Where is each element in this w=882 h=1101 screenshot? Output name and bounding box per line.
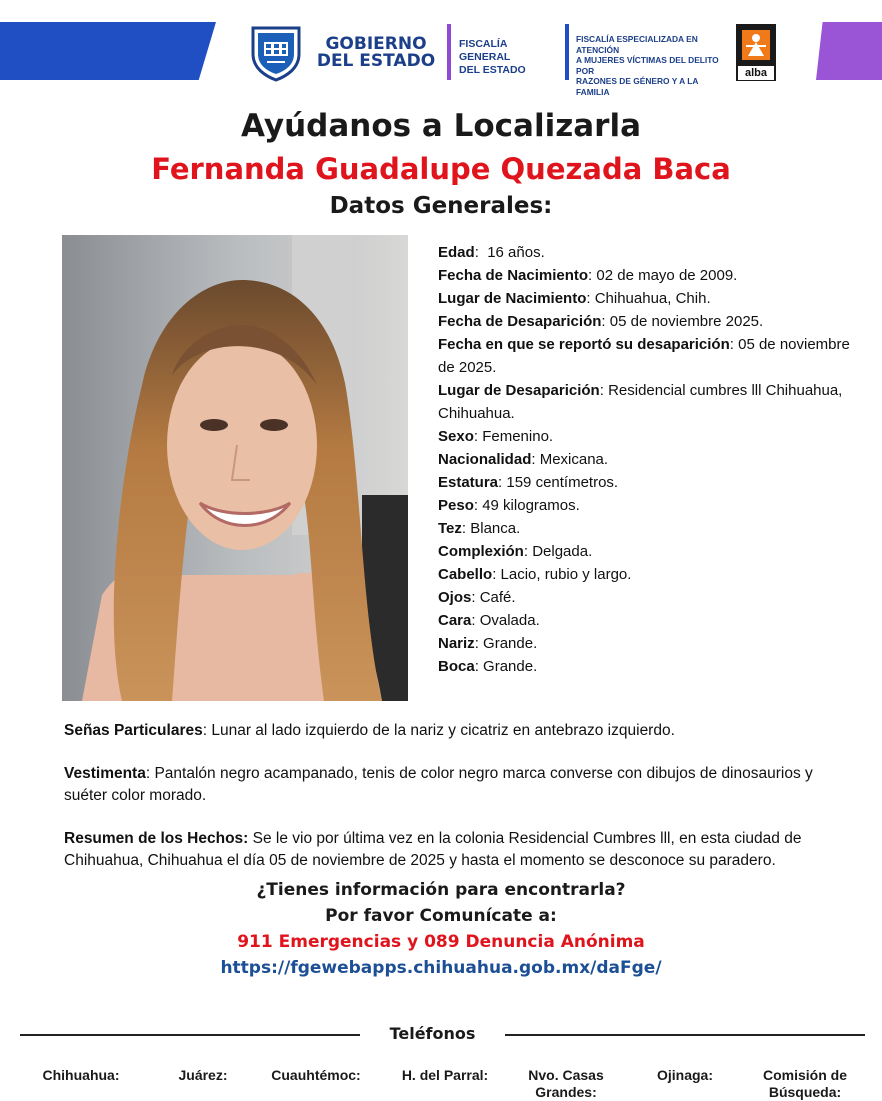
especializada-line2: A MUJERES VÍCTIMAS DEL DELITO POR xyxy=(576,55,719,76)
detail-separator: : xyxy=(473,497,483,514)
vestimenta xyxy=(64,763,854,807)
detail-label: Nacionalidad xyxy=(438,451,532,468)
detail-separator: : xyxy=(498,474,507,491)
gobierno-del-estado-logo xyxy=(310,36,442,70)
detail-separator: : xyxy=(492,566,501,583)
detail-row xyxy=(438,379,858,425)
detail-row xyxy=(438,655,858,678)
detail-row xyxy=(438,333,858,379)
detail-label: Cara xyxy=(438,612,472,629)
detail-value: Chihuahua, Chih. xyxy=(594,290,711,307)
city-ojinaga: Ojinaga: xyxy=(656,1067,713,1083)
detail-value: 02 de mayo de 2009. xyxy=(596,267,738,284)
detail-separator: : xyxy=(474,635,484,652)
detail-row xyxy=(438,609,858,632)
detail-value: Residencial cumbres lll Chihuahua, Chihuahua. xyxy=(438,382,843,422)
city-cuauhtemoc: Cuauhtémoc: xyxy=(271,1067,361,1083)
detail-value: Mexicana. xyxy=(539,451,609,468)
detail-separator: : xyxy=(471,589,480,606)
detail-value: 49 kilogramos. xyxy=(482,497,580,514)
detail-row xyxy=(438,264,858,287)
detail-label: Lugar de Nacimiento xyxy=(438,290,587,307)
detail-row xyxy=(438,517,858,540)
page-title: Ayúdanos a Localizarla xyxy=(241,108,641,144)
vestimenta-label: Vestimenta xyxy=(64,765,146,782)
detail-row xyxy=(438,540,858,563)
detail-label: Boca xyxy=(438,658,475,675)
report-url-link[interactable]: https://fgewebapps.chihuahua.gob.mx/daFge/ xyxy=(220,958,662,978)
detail-label: Edad xyxy=(438,244,475,261)
detail-value: Café. xyxy=(479,589,516,606)
fiscalia-line1: FISCALÍA GENERAL xyxy=(459,38,511,63)
phone-cities-row xyxy=(20,1067,882,1100)
detail-separator: : xyxy=(729,336,739,353)
detail-value: Delgada. xyxy=(532,543,593,560)
city-chihuahua: Chihuahua: xyxy=(42,1067,120,1083)
detail-value: Femenino. xyxy=(482,428,554,445)
senas-particulares xyxy=(64,720,854,742)
detail-separator: : xyxy=(474,244,488,261)
detail-value: Grande. xyxy=(483,635,538,652)
detail-separator: : xyxy=(471,612,480,629)
info-question: ¿Tienes información para encontrarla? xyxy=(256,880,626,900)
detail-row xyxy=(438,563,858,586)
detail-separator: : xyxy=(601,313,610,330)
detail-row xyxy=(438,586,858,609)
detail-value: Lacio, rubio y largo. xyxy=(500,566,632,583)
vestimenta-value: : Pantalón negro acampanado, tenis de color negro marca converse con dibujos de dinosaurios y suéter color morado. xyxy=(64,765,813,804)
detail-row xyxy=(438,471,858,494)
detail-label: Fecha de Nacimiento xyxy=(438,267,589,284)
missing-person-name: Fernanda Guadalupe Quezada Baca xyxy=(151,152,731,186)
detail-row xyxy=(438,310,858,333)
resumen-label: Resumen de los Hechos: xyxy=(64,830,249,847)
detail-separator: : xyxy=(531,451,540,468)
city-nuevo-casas-grandes: Nvo. Casas Grandes: xyxy=(528,1067,604,1100)
header-purple-bar xyxy=(816,22,882,80)
detail-separator: : xyxy=(461,520,471,537)
detail-row xyxy=(438,241,858,264)
contact-prompt: Por favor Comunícate a: xyxy=(325,906,557,926)
detail-row xyxy=(438,494,858,517)
detail-row xyxy=(438,448,858,471)
resumen-hechos xyxy=(64,828,854,872)
gobierno-line1: GOBIERNO xyxy=(325,34,427,54)
detail-row xyxy=(438,632,858,655)
detail-separator: : xyxy=(588,267,597,284)
detail-value: 05 de noviembre 2025. xyxy=(609,313,764,330)
fiscalia-especializada-logo xyxy=(576,34,731,97)
detail-value: 05 de noviembre de 2025. xyxy=(438,336,850,376)
detail-separator: : xyxy=(523,543,533,560)
header-blue-bar xyxy=(0,22,216,80)
detail-label: Cabello xyxy=(438,566,493,583)
especializada-line1: FISCALÍA ESPECIALIZADA EN ATENCIÓN xyxy=(576,34,698,55)
detail-label: Lugar de Desaparición xyxy=(438,382,600,399)
divider-right xyxy=(505,1034,865,1036)
detail-separator: : xyxy=(473,428,483,445)
divider-purple xyxy=(447,24,451,80)
missing-person-photo xyxy=(62,235,408,701)
divider-left xyxy=(20,1034,360,1036)
detail-label: Estatura xyxy=(438,474,499,491)
senas-value: : Lunar al lado izquierdo de la nariz y cicatriz en antebrazo izquierdo. xyxy=(202,722,675,739)
gobierno-line2: DEL ESTADO xyxy=(316,51,436,71)
detail-label: Complexión xyxy=(438,543,524,560)
detail-separator: : xyxy=(599,382,609,399)
senas-label: Señas Particulares xyxy=(64,722,203,739)
detail-label: Nariz xyxy=(438,635,475,652)
city-parral: H. del Parral: xyxy=(401,1067,489,1083)
detail-separator: : xyxy=(474,658,484,675)
detail-label: Tez xyxy=(438,520,462,537)
detail-label: Fecha en que se reportó su desaparición xyxy=(438,336,730,353)
general-data-list xyxy=(438,241,858,678)
detail-label: Fecha de Desaparición xyxy=(438,313,602,330)
comision-busqueda: Comisión de Búsqueda: xyxy=(762,1067,847,1100)
detail-label: Ojos xyxy=(438,589,472,606)
detail-label: Peso xyxy=(438,497,474,514)
telefonos-heading: Teléfonos xyxy=(389,1024,476,1043)
especializada-line3: RAZONES DE GÉNERO Y A LA FAMILIA xyxy=(576,76,699,97)
resumen-value: Se le vio por última vez en la colonia Residencial Cumbres lll, en esta ciudad de Chihuahua, Chihuahua el día 05 de noviembre de 2025 y hasta el momento se desconoce su paradero. xyxy=(64,830,802,869)
divider-blue xyxy=(565,24,569,80)
detail-value: 159 centímetros. xyxy=(506,474,619,491)
fiscalia-general-logo xyxy=(459,38,559,77)
detail-row xyxy=(438,425,858,448)
detail-row xyxy=(438,287,858,310)
section-heading: Datos Generales: xyxy=(329,193,553,219)
city-juarez: Juárez: xyxy=(178,1067,228,1083)
alba-logo-text: alba xyxy=(738,66,774,80)
detail-separator: : xyxy=(586,290,595,307)
detail-value: Ovalada. xyxy=(479,612,540,629)
detail-label: Sexo xyxy=(438,428,474,445)
detail-value: Blanca. xyxy=(470,520,521,537)
detail-value: 16 años. xyxy=(487,244,545,261)
emergency-numbers: 911 Emergencias y 089 Denuncia Anónima xyxy=(237,932,645,952)
state-seal-icon xyxy=(249,24,303,82)
fiscalia-line2: DEL ESTADO xyxy=(459,64,526,76)
detail-value: Grande. xyxy=(483,658,538,675)
